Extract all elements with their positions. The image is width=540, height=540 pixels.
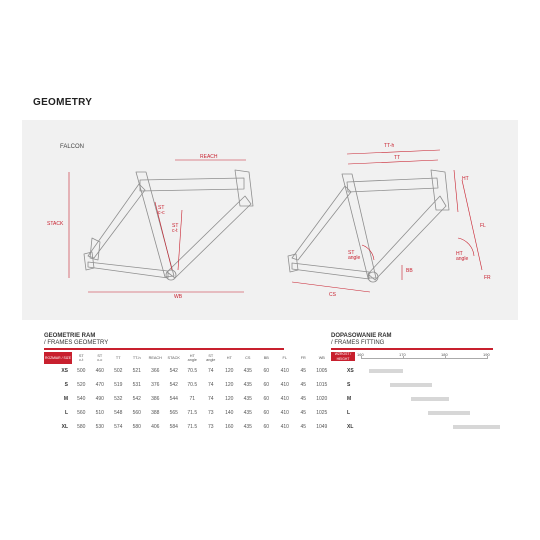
table-cell: 120	[225, 396, 234, 402]
geometry-title-underline	[44, 348, 284, 350]
cs-dim-line	[292, 282, 370, 292]
table-cell: 460	[95, 368, 104, 374]
left-seat-stay	[88, 184, 145, 258]
table-cell: 435	[243, 424, 252, 430]
height-scale-axis	[361, 358, 487, 359]
table-cell: 580	[77, 424, 86, 430]
tt-dim-line	[348, 160, 438, 164]
table-cell: 406	[151, 424, 160, 430]
fitting-title-underline	[331, 348, 493, 350]
table-cell: 531	[132, 382, 141, 388]
tt-h-label: TT-h	[384, 143, 395, 149]
table-cell: 366	[151, 368, 160, 374]
size-cell: S	[64, 382, 68, 388]
right-bottom-bracket	[368, 272, 378, 282]
table-cell: 45	[300, 368, 307, 374]
st-ctc-label: ST c-c	[158, 205, 165, 216]
wb-label: WB	[174, 294, 183, 300]
fl-label: FL	[480, 223, 486, 229]
table-cell: 60	[263, 424, 270, 430]
col-header: FR	[300, 356, 306, 360]
table-cell: 1015	[316, 382, 328, 388]
table-cell: 490	[95, 396, 104, 402]
fitting-section-title	[331, 333, 392, 347]
table-cell: 74	[207, 396, 214, 402]
table-cell: 410	[280, 410, 289, 416]
fitting-row	[331, 420, 493, 434]
table-cell: 60	[263, 382, 270, 388]
geometry-table-body	[44, 364, 331, 434]
table-cell: 502	[114, 368, 123, 374]
table-cell: 71	[189, 396, 196, 402]
table-cell: 410	[280, 396, 289, 402]
right-top-tube	[347, 178, 438, 192]
left-seat-tube	[136, 172, 174, 277]
col-header: TT	[115, 356, 121, 360]
col-header: CS	[245, 356, 251, 360]
table-row	[44, 392, 331, 406]
table-cell: 120	[225, 382, 234, 388]
geometry-header-row	[44, 352, 331, 364]
fitting-size-label: M	[347, 396, 352, 402]
table-cell: 500	[77, 368, 86, 374]
right-chain-stay	[292, 263, 369, 279]
size-cell: L	[64, 410, 68, 416]
height-scale-tick-label: 170	[399, 352, 406, 357]
height-scale-tick	[403, 356, 404, 359]
table-row	[44, 406, 331, 420]
table-cell: 45	[300, 424, 307, 430]
table-cell: 540	[77, 396, 86, 402]
table-cell: 435	[243, 396, 252, 402]
table-cell: 580	[132, 424, 141, 430]
table-cell: 160	[225, 424, 234, 430]
table-cell: 71.5	[187, 410, 198, 416]
fitting-header	[331, 352, 493, 362]
geometry-title: GEOMETRIE RAM	[44, 333, 96, 339]
right-head-tube	[431, 170, 449, 210]
fitting-size-label: XL	[347, 424, 354, 430]
fr-label: FR	[484, 275, 491, 281]
table-cell: 74	[207, 382, 214, 388]
height-scale-tick-label: 190	[483, 352, 490, 357]
frame-name-label: FALCON	[60, 144, 85, 150]
table-row	[44, 378, 331, 392]
table-cell: 45	[300, 410, 307, 416]
left-down-tube	[167, 196, 251, 278]
col-header: ST angle	[206, 354, 216, 362]
tt-h-dim-line	[347, 150, 440, 154]
table-cell: 520	[77, 382, 86, 388]
fitting-range-bar	[369, 369, 403, 373]
table-cell: 530	[95, 424, 104, 430]
height-scale-tick	[487, 356, 488, 359]
table-cell: 542	[132, 396, 141, 402]
table-cell: 470	[95, 382, 104, 388]
col-header: ST c-t	[78, 354, 84, 362]
fitting-subtitle: / FRAMES FITTING	[331, 340, 385, 346]
table-cell: 1020	[316, 396, 328, 402]
col-header: HT angle	[187, 354, 197, 362]
table-cell: 45	[300, 382, 307, 388]
table-cell: 548	[114, 410, 123, 416]
table-cell: 574	[114, 424, 123, 430]
table-cell: 45	[300, 396, 307, 402]
fitting-range-bar	[428, 411, 470, 415]
fitting-row	[331, 392, 493, 406]
geometry-diagram-panel	[22, 120, 518, 320]
table-cell: 1049	[316, 424, 328, 430]
bike-frame-diagrams	[22, 120, 518, 320]
table-cell: 435	[243, 382, 252, 388]
table-cell: 542	[169, 382, 178, 388]
height-scale-tick-label: 180	[441, 352, 448, 357]
table-cell: 560	[77, 410, 86, 416]
stack-label: STACK	[47, 221, 64, 227]
table-cell: 584	[169, 424, 178, 430]
table-cell: 410	[280, 368, 289, 374]
ht-dim-line	[454, 170, 458, 212]
col-header: BB	[263, 356, 269, 360]
col-header: ST c-c	[97, 354, 103, 362]
size-cell: M	[63, 396, 68, 402]
table-cell: 542	[169, 368, 178, 374]
fitting-row	[331, 406, 493, 420]
col-header: TT-h	[132, 356, 141, 360]
table-cell: 1025	[316, 410, 328, 416]
tt-label: TT	[394, 155, 401, 161]
col-header: HT	[226, 356, 232, 360]
bb-label: BB	[406, 268, 413, 274]
st-ctt-dim-line	[178, 210, 182, 270]
table-cell: 60	[263, 368, 270, 374]
table-cell: 410	[280, 382, 289, 388]
st-angle-label: ST angle	[348, 250, 361, 261]
size-cell: XS	[61, 368, 68, 374]
height-scale-tick	[361, 356, 362, 359]
table-cell: 565	[169, 410, 178, 416]
table-cell: 521	[132, 368, 141, 374]
height-scale-tick	[445, 356, 446, 359]
geometry-section-title	[44, 333, 108, 347]
table-cell: 74	[207, 368, 214, 374]
fitting-size-label: S	[347, 382, 351, 388]
table-cell: 71.5	[187, 424, 198, 430]
table-cell: 140	[225, 410, 234, 416]
table-cell: 388	[151, 410, 160, 416]
table-cell: 532	[114, 396, 123, 402]
fitting-row	[331, 364, 493, 378]
st-angle-arc	[362, 245, 374, 260]
fitting-rows	[331, 364, 493, 434]
height-badge: WZROST / HEIGHT	[331, 352, 355, 361]
table-cell: 435	[243, 368, 252, 374]
fitting-range-bar	[453, 425, 499, 429]
table-cell: 120	[225, 368, 234, 374]
table-cell: 386	[151, 396, 160, 402]
fitting-size-label: XS	[347, 368, 354, 374]
size-column-header: ROZMIAR / SIZE	[44, 352, 72, 364]
table-row	[44, 420, 331, 434]
table-cell: 510	[95, 410, 104, 416]
left-chain-stay	[88, 262, 168, 278]
size-cell: XL	[61, 424, 68, 430]
fitting-range-bar	[411, 397, 449, 401]
col-header: REACH	[148, 356, 162, 360]
geometry-table	[44, 352, 331, 434]
table-cell: 60	[263, 410, 270, 416]
ht-label: HT	[462, 176, 469, 182]
fitting-title: DOPASOWANIE RAM	[331, 333, 392, 339]
page-title: GEOMETRY	[33, 97, 93, 108]
table-cell: 60	[263, 396, 270, 402]
table-cell: 519	[114, 382, 123, 388]
table-cell: 73	[207, 424, 214, 430]
table-cell: 1005	[316, 368, 328, 374]
table-cell: 544	[169, 396, 178, 402]
table-cell: 70.5	[187, 382, 198, 388]
table-cell: 410	[280, 424, 289, 430]
table-cell: 376	[151, 382, 160, 388]
table-cell: 560	[132, 410, 141, 416]
reach-label: REACH	[200, 154, 218, 160]
ht-angle-label: HT angle	[456, 251, 469, 262]
height-scale	[357, 352, 490, 361]
col-header: WB	[318, 356, 325, 360]
st-ctt-label: ST c-t	[172, 223, 179, 234]
geometry-subtitle: / FRAMES GEOMETRY	[44, 340, 109, 346]
fitting-row	[331, 378, 493, 392]
table-cell: 70.5	[187, 368, 198, 374]
right-seat-tube	[342, 174, 376, 278]
fitting-range-bar	[390, 383, 432, 387]
col-header: FL	[282, 356, 287, 360]
cs-label: CS	[329, 292, 336, 298]
table-cell: 73	[207, 410, 214, 416]
right-seat-stay	[292, 186, 351, 260]
left-top-tube	[140, 178, 244, 191]
table-cell: 435	[243, 410, 252, 416]
height-scale-tick-label: 160	[357, 352, 364, 357]
fitting-size-label: L	[347, 410, 351, 416]
table-row	[44, 364, 331, 378]
col-header: STACK	[167, 356, 180, 360]
